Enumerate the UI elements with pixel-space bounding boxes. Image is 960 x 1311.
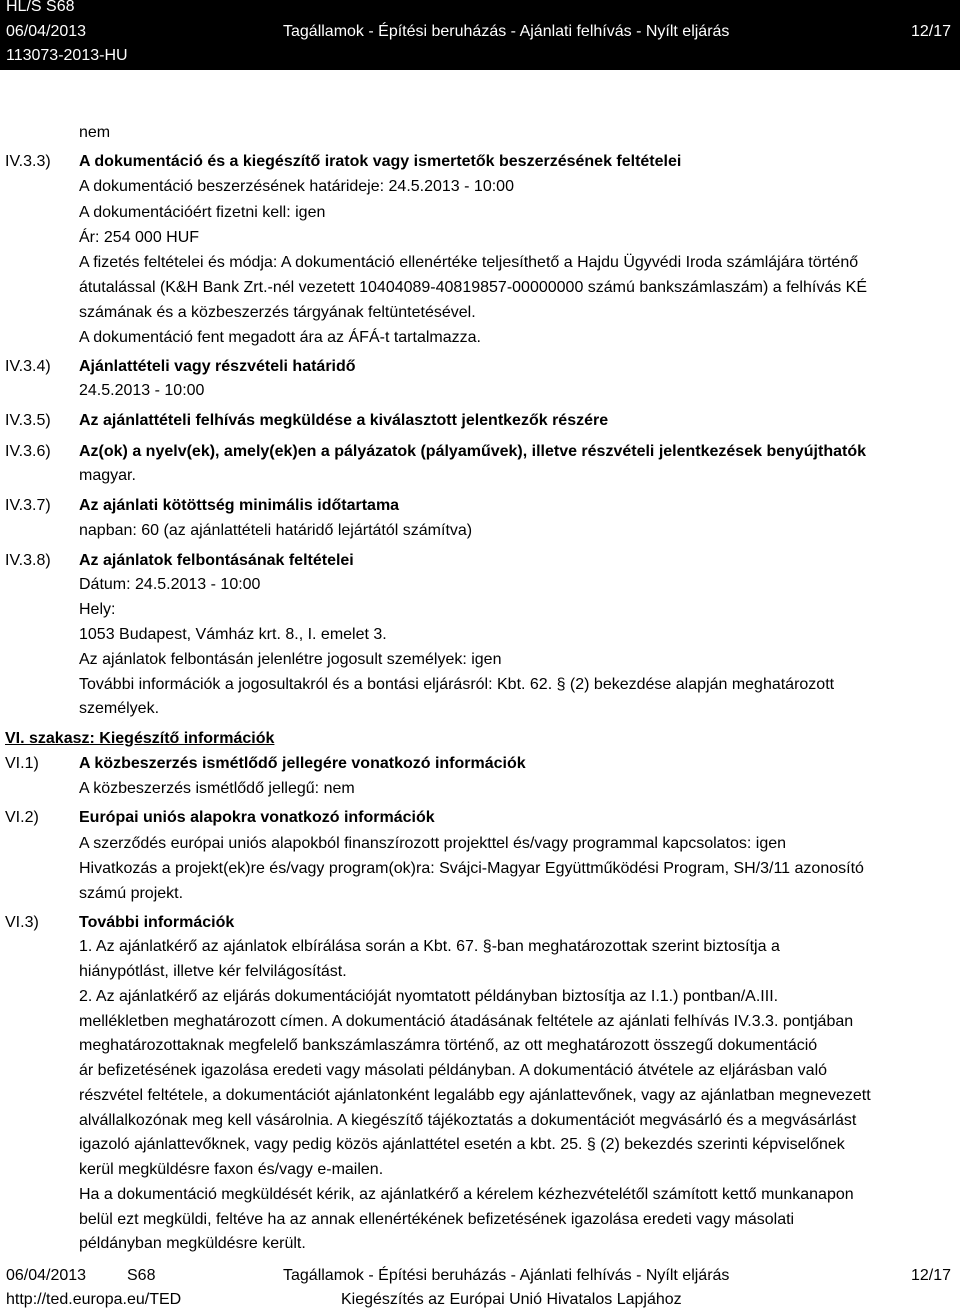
text-line: hiánypótlást, illetve kér felvilágosítást.	[79, 963, 347, 980]
page-header	[0, 0, 960, 70]
previous-answer: nem	[79, 124, 111, 141]
text-line: Ha a dokumentáció megküldését kérik, az ajánlatkérő a kérelem kézhezvételétől számított kettő munkanapon	[79, 1186, 854, 1203]
section-number-iv36: IV.3.6)	[5, 443, 51, 460]
section-title-vi2: Európai uniós alapokra vonatkozó információk	[79, 809, 435, 826]
text-line: További információk a jogosultakról és a bontási eljárásról: Kbt. 62. § (2) bekezdése alapján meghatározott	[79, 676, 835, 693]
footer-title: Tagállamok - Építési beruházás - Ajánlati felhívás - Nyílt eljárás	[283, 1267, 730, 1284]
footer-series: S68	[127, 1267, 156, 1284]
text-line: példányban megküldésre került.	[79, 1235, 306, 1252]
text-line: magyar.	[79, 467, 136, 484]
text-line: Hely:	[79, 601, 116, 618]
text-line: napban: 60 (az ajánlattételi határidő lejártától számítva)	[79, 522, 473, 539]
section-heading-vi: VI. szakasz: Kiegészítő információk	[5, 730, 275, 747]
text-line: A közbeszerzés ismétlődő jellegű: nem	[79, 780, 355, 797]
section-title-vi1: A közbeszerzés ismétlődő jellegére vonatkozó információk	[79, 755, 526, 772]
text-line: belül ezt megküldi, feltéve ha az annak ellenértékének befizetésének igazolása eredeti vagy másolati	[79, 1211, 795, 1228]
text-line: 1053 Budapest, Vámház krt. 8., I. emelet 3.	[79, 626, 387, 643]
section-number-vi2: VI.2)	[5, 809, 39, 826]
text-line: számának és a közbeszerzés tárgyának feltüntetésével.	[79, 304, 476, 321]
section-title-iv33: A dokumentáció és a kiegészítő iratok vagy ismertetők beszerzésének feltételei	[79, 153, 682, 170]
text-line: A dokumentáció beszerzésének határideje: 24.5.2013 - 10:00	[79, 178, 514, 195]
text-line: Az ajánlatok felbontásán jelenlétre jogosult személyek: igen	[79, 651, 502, 668]
text-line: meghatározottaknak megfelelő bankszámlaszámra történő, az ott meghatározott összegű dokumentáció	[79, 1037, 818, 1054]
text-line: alvállalkozónak meg kell vásárolnia. A kiegészítő tájékoztatás a dokumentációt megvásárló és a megvásárlást	[79, 1112, 857, 1129]
text-line: A dokumentációért fizetni kell: igen	[79, 204, 326, 221]
header-journal-code: HL/S S68	[6, 0, 75, 15]
footer-page-number: 12/17	[911, 1267, 952, 1284]
page-footer	[0, 1263, 960, 1311]
section-title-vi3: További információk	[79, 914, 235, 931]
text-line: Ár: 254 000 HUF	[79, 229, 200, 246]
section-number-vi3: VI.3)	[5, 914, 39, 931]
section-title-iv34: Ajánlattételi vagy részvételi határidő	[79, 358, 356, 375]
text-line: igazoló ajánlattevőknek, vagy pedig közös ajánlattétel esetén a kbt. 25. § (2) bekezdés szerinti képviselőnek	[79, 1136, 845, 1153]
section-title-iv37: Az ajánlati kötöttség minimális időtartama	[79, 497, 400, 514]
text-line: átutalással (K&H Bank Zrt.-nél vezetett 10404089-40819857-00000000 számú bankszámlaszám) a felhívás KÉ	[79, 279, 867, 296]
text-line: számú projekt.	[79, 885, 184, 902]
footer-url-link[interactable]: http://ted.europa.eu/TED	[6, 1291, 182, 1308]
section-title-iv36: Az(ok) a nyelv(ek), amely(ek)en a pályázatok (pályaművek), illetve részvételi jelentkezések benyújthatók	[79, 443, 866, 460]
text-line: személyek.	[79, 700, 160, 717]
footer-date: 06/04/2013	[6, 1267, 87, 1284]
text-line: részvétel feltétele, a dokumentációt ajánlatonként legalább egy ajánlattevőnek, vagy az ajánlatban megnevezett	[79, 1087, 871, 1104]
section-title-iv35: Az ajánlattételi felhívás megküldése a kiválasztott jelentkezők részére	[79, 412, 609, 429]
footer-publisher: Kiegészítés az Európai Unió Hivatalos Lapjához	[341, 1291, 682, 1308]
text-line: kerül megküldésre faxon és/vagy e-mailen.	[79, 1161, 384, 1178]
header-title: Tagállamok - Építési beruházás - Ajánlati felhívás - Nyílt eljárás	[283, 23, 730, 40]
text-line: A fizetés feltételei és módja: A dokumentáció ellenértéke teljesíthető a Hajdu Ügyvédi Iroda számlájára történő	[79, 254, 859, 271]
header-page-number: 12/17	[911, 23, 952, 40]
header-notice-id: 113073-2013-HU	[6, 47, 128, 64]
text-line: Hivatkozás a projekt(ek)re és/vagy program(ok)ra: Svájci-Magyar Együttműködési Program, SH/3/11 azonosító	[79, 860, 864, 877]
section-title-iv38: Az ajánlatok felbontásának feltételei	[79, 552, 354, 569]
section-number-vi1: VI.1)	[5, 755, 39, 772]
section-number-iv38: IV.3.8)	[5, 552, 51, 569]
text-line: 2. Az ajánlatkérő az eljárás dokumentációját nyomtatott példányban biztosítja az I.1.) pontban/A.III.	[79, 988, 779, 1005]
header-date: 06/04/2013	[6, 23, 87, 40]
text-line: A dokumentáció fent megadott ára az ÁFÁ-t tartalmazza.	[79, 329, 481, 346]
text-line: 1. Az ajánlatkérő az ajánlatok elbírálása során a Kbt. 67. §-ban meghatározottak szerint biztosítja a	[79, 938, 780, 955]
text-line: mellékletben meghatározott címen. A dokumentáció átadásának feltétele az ajánlati felhívás IV.3.3. pontjában	[79, 1013, 854, 1030]
section-number-iv34: IV.3.4)	[5, 358, 51, 375]
text-line: Dátum: 24.5.2013 - 10:00	[79, 576, 261, 593]
text-line: ár befizetésének igazolása eredeti vagy másolati példányban. A dokumentáció átvétele az eljárásban való	[79, 1062, 828, 1079]
section-number-iv35: IV.3.5)	[5, 412, 51, 429]
text-line: A szerződés európai uniós alapokból finanszírozott projekttel és/vagy programmal kapcsolatos: igen	[79, 835, 787, 852]
section-number-iv33: IV.3.3)	[5, 153, 51, 170]
section-number-iv37: IV.3.7)	[5, 497, 51, 514]
text-line: 24.5.2013 - 10:00	[79, 382, 205, 399]
